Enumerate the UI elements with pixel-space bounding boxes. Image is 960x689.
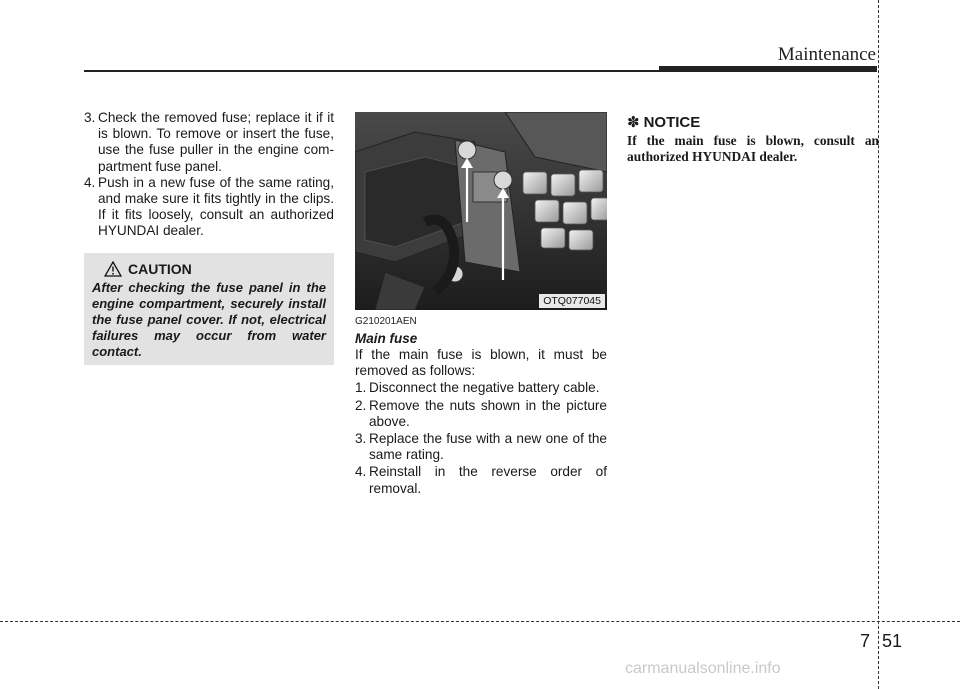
step-text: Push in a new fuse of the same rating, and make sure it fits tightly in the clips. If it fits loosely, consult an authorized HYUNDAI dealer. [98,174,334,239]
list-item [355,398,607,430]
section-code: G210201AEN [355,316,417,327]
page-number: 51 [882,631,903,651]
fuse-box-photo [355,112,607,310]
list-item [84,110,334,175]
section-title: Main fuse [355,331,418,346]
caution-header [104,261,326,277]
list-item [84,175,334,240]
fuse-box-illustration [355,112,607,310]
header-rule [84,70,660,72]
footer-rule [0,621,960,622]
step-number: 4. [355,464,367,480]
warning-triangle-icon [104,261,122,277]
step-text: Replace the fuse with a new one of the same rating. [369,431,607,463]
notice-star-icon: ✽ [627,114,640,131]
figure-code: OTQ077045 [539,294,605,308]
step-number: 3. [84,110,96,125]
page-header-title: Maintenance [777,44,876,65]
intro-text: If the main fuse is blown, it must be removed as follows: [355,347,607,379]
list-item [355,431,607,463]
caution-box [84,253,334,365]
step-text: Reinstall in the reverse order of removal. [369,464,607,496]
step-text: Check the removed fuse; replace it if it is blown. To remove or insert the fuse, use the fuse puller in the engine com-partment fuse panel. [98,110,334,174]
main-fuse-instructions [355,347,607,498]
step-number: 3. [355,431,367,447]
caution-title: CAUTION [128,261,192,277]
step-number: 1. [355,380,367,396]
step-text: Disconnect the negative battery cable. [369,380,600,396]
footer-divider [878,0,879,689]
caution-text: After checking the fuse panel in the engine compartment, securely install the fuse panel cover. If not, electrical failures may occur from water contact. [92,280,326,359]
list-item [355,380,607,396]
header-rule-accent [659,66,877,72]
list-item [355,464,607,496]
step-number: 4. [84,174,96,190]
chapter-number: 7 [860,631,871,651]
notice-text: If the main fuse is blown, consult an authorized HYUNDAI dealer. [627,133,879,164]
step-number: 2. [355,397,367,413]
watermark: carmanualsonline.info [625,660,781,677]
left-column [84,110,334,240]
notice-title: NOTICE [643,113,701,131]
notice-header [627,113,700,131]
step-text: Remove the nuts shown in the picture above. [369,397,607,429]
